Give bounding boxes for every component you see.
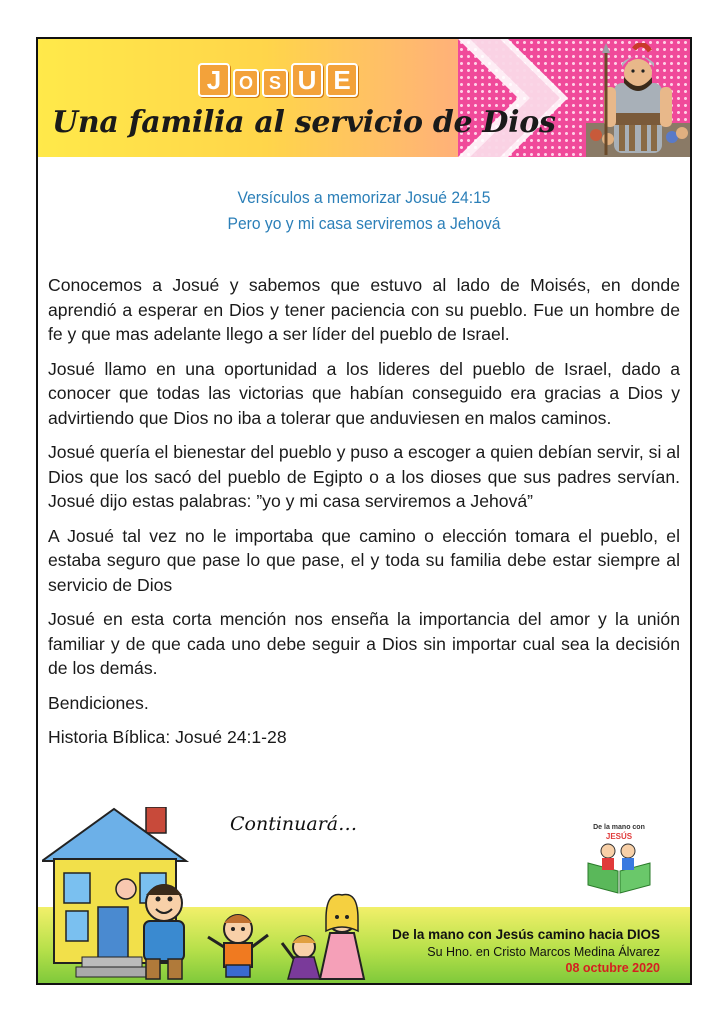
title-letter: J xyxy=(198,63,230,97)
paragraph: Josué en esta corta mención nos enseña la importancia del amor y la unión familiar y de que cada uno debe seguir a Dios sin importar cual sea la decisión de los demás. xyxy=(48,609,680,678)
paragraph: Conocemos a Josué y sabemos que estuvo al lado de Moisés, en donde aprendió a esperar en Dios y tener paciencia con su pueblo. Fue un hombre de fe y que mas adelante llego a ser líder del pueblo de Israel. xyxy=(48,275,680,344)
bible-reference: Historia Bíblica: Josué 24:1-28 xyxy=(48,727,287,747)
title-letter: U xyxy=(291,63,323,97)
header-banner xyxy=(38,39,690,157)
footer-author: Su Hno. en Cristo Marcos Medina Álvarez xyxy=(427,945,660,959)
family-house-illustration xyxy=(42,807,372,985)
paragraph: Josué quería el bienestar del pueblo y puso a escoger a quien debían servir, si al Dios que los sacó del pueblo de Egipto o a los dioses que sus padres servían. Josué dijo estas palabras: ”yo y mi casa serviremos a Jehová” xyxy=(48,442,680,511)
page-subtitle: Una familia al servicio de Dios xyxy=(52,105,556,140)
title-letter: O xyxy=(233,69,259,97)
story-body xyxy=(48,273,680,760)
footer-date: 08 octubre 2020 xyxy=(565,961,660,975)
memory-verses xyxy=(38,185,690,237)
verse-text: Pero yo y mi casa serviremos a Jehová xyxy=(227,214,501,233)
soldier-illustration xyxy=(586,43,690,157)
title-josue xyxy=(198,63,358,97)
title-letter: E xyxy=(326,63,358,97)
document-page xyxy=(36,37,692,985)
continue-label: Continuará… xyxy=(230,813,358,835)
footer-signature xyxy=(392,927,660,975)
footer-tagline: De la mano con Jesús camino hacia DIOS xyxy=(392,927,660,942)
logo-text-top: De la mano con xyxy=(593,824,645,831)
verse-reference: Versículos a memorizar Josué 24:15 xyxy=(237,188,491,207)
blessing: Bendiciones. xyxy=(48,692,149,713)
ministry-logo xyxy=(582,819,656,897)
title-letter: S xyxy=(262,69,288,97)
paragraph: Josué llamo en una oportunidad a los lideres del pueblo de Israel, dado a conocer que todas las victorias que habían conseguido era gracias a Dios y advirtiendo que Dios no iba a tolerar que anduviesen en malos caminos. xyxy=(48,358,680,428)
logo-text-name: JESÚS xyxy=(605,832,633,841)
paragraph: A Josué tal vez no le importaba que camino o elección tomara el pueblo, el estaba seguro que pase lo que pase, el y toda su familia debe estar siempre al servicio de Dios xyxy=(48,525,680,595)
